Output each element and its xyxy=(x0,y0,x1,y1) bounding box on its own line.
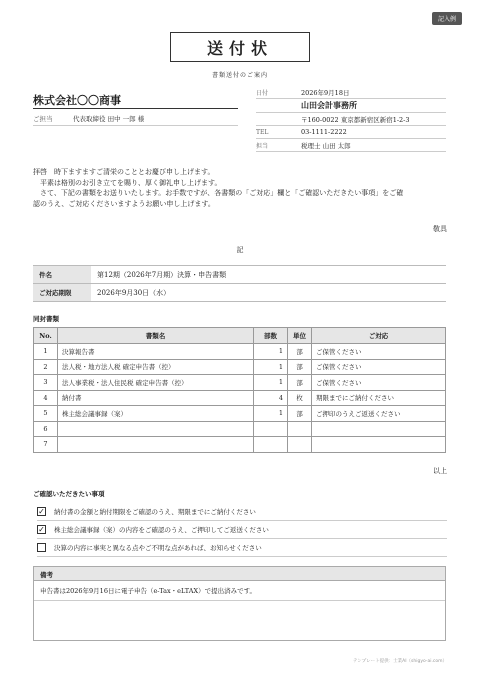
cell-no: 3 xyxy=(34,375,58,391)
cell-no: 5 xyxy=(34,406,58,422)
deadline-row xyxy=(33,284,446,302)
body-line: 拝啓 時下ますますご清栄のこととお慶び申し上げます。 xyxy=(33,168,215,176)
office-address: 〒160-0022 東京都新宿区新宿1-2-3 xyxy=(301,115,410,124)
title-box xyxy=(170,32,310,62)
cell-action: ご保管ください xyxy=(312,359,446,375)
checkbox[interactable]: ✓ xyxy=(38,506,45,516)
cell-unit xyxy=(288,437,312,453)
tel-value: 03-1111-2222 xyxy=(301,128,347,136)
sender-address-row xyxy=(256,113,446,126)
col-unit: 単位 xyxy=(288,328,312,344)
office-name: 山田会計事務所 xyxy=(301,100,357,110)
info-table xyxy=(33,265,446,302)
cell-qty: 1 xyxy=(254,344,288,360)
remarks-box xyxy=(33,566,446,641)
col-qty: 部数 xyxy=(254,328,288,344)
page-title: 送付状 xyxy=(206,38,273,58)
table-row xyxy=(34,359,446,375)
date-value: 2026年9月18日 xyxy=(301,88,350,97)
remarks-text: 申告書は2026年9月16日に電子申告（e-Tax・eLTAX）で提出済みです。 xyxy=(34,581,445,601)
check-item xyxy=(37,503,447,521)
page-subtitle: 書類送付のご案内 xyxy=(211,72,268,79)
contact-value: 代表取締役 田中 一郎 様 xyxy=(73,115,145,123)
check-section-label: ご確認いただきたい事項 xyxy=(33,490,105,498)
table-row xyxy=(34,375,446,391)
col-action: ご対応 xyxy=(312,328,446,344)
contact-label: ご担当 xyxy=(33,115,53,123)
cell-name: 納付書 xyxy=(58,390,254,406)
cell-qty xyxy=(254,421,288,437)
table-row xyxy=(34,390,446,406)
check-text: 決算の内容に事実と異なる点やご不明な点があれば、お知らせください xyxy=(54,544,262,552)
recipient-contact-row xyxy=(33,114,238,123)
cell-name xyxy=(58,437,254,453)
cell-action xyxy=(312,437,446,453)
table-row xyxy=(34,344,446,360)
table-row xyxy=(34,406,446,422)
letter-body xyxy=(33,167,453,209)
cell-no: 1 xyxy=(34,344,58,360)
sample-badge: 記入例 xyxy=(432,12,462,25)
docs-header-row xyxy=(34,328,446,344)
cell-no: 2 xyxy=(34,359,58,375)
col-no: No. xyxy=(34,328,58,344)
cell-qty: 4 xyxy=(254,390,288,406)
docs-table xyxy=(33,327,446,453)
cell-qty: 1 xyxy=(254,375,288,391)
divider xyxy=(33,108,238,109)
cell-unit xyxy=(288,421,312,437)
cell-no: 6 xyxy=(34,421,58,437)
closing-ijo: 以上 xyxy=(433,467,447,475)
cell-qty xyxy=(254,437,288,453)
deadline-label: ご対応期限 xyxy=(33,284,91,302)
ki-heading: 記 xyxy=(236,246,244,254)
cell-unit: 部 xyxy=(288,406,312,422)
cell-no: 7 xyxy=(34,437,58,453)
cell-name: 決算報告書 xyxy=(58,344,254,360)
cell-unit: 枚 xyxy=(288,390,312,406)
closing-keigu: 敬具 xyxy=(433,225,447,233)
cell-unit: 部 xyxy=(288,344,312,360)
body-line: 認のうえ、ご対応くださいますようお願い申し上げます。 xyxy=(33,199,215,208)
cell-action: ご押印のうえご返送ください xyxy=(312,406,446,422)
cell-action: ご保管ください xyxy=(312,344,446,360)
body-line: さて、下記の書類をお送りいたします。お手数ですが、各書類の「ご対応」欄と「ご確認いただきたい事項」をご確 xyxy=(33,189,404,197)
check-text: 株主総会議事録（案）の内容をご確認のうえ、ご押印してご返送ください xyxy=(54,526,269,534)
subject-row xyxy=(33,266,446,284)
cell-name: 株主総会議事録（案） xyxy=(58,406,254,422)
remarks-label: 備考 xyxy=(34,567,445,581)
table-row xyxy=(34,421,446,437)
cell-action: 期限までにご納付ください xyxy=(312,390,446,406)
checkbox[interactable]: ✓ xyxy=(38,524,45,534)
cell-action: ご保管ください xyxy=(312,375,446,391)
staff-value: 税理士 山田 太郎 xyxy=(301,141,351,150)
date-label: 日付 xyxy=(256,89,269,97)
docs-section-label: 同封書類 xyxy=(33,315,59,323)
sender-office-row xyxy=(256,99,446,113)
check-item xyxy=(37,521,447,539)
recipient-company: 株式会社〇〇商事 xyxy=(33,94,121,107)
cell-unit: 部 xyxy=(288,359,312,375)
subject-label: 件名 xyxy=(33,266,91,284)
sender-date-row xyxy=(256,86,446,99)
sender-staff-row xyxy=(256,139,446,152)
cell-name xyxy=(58,421,254,437)
subject-value: 第12期（2026年7月期）決算・申告書類 xyxy=(91,266,446,284)
footer-credit: テンプレート提供：士業AI（shigyo-ai.com） xyxy=(353,659,447,664)
cell-no: 4 xyxy=(34,390,58,406)
checkbox[interactable] xyxy=(37,543,46,552)
col-name: 書類名 xyxy=(58,328,254,344)
cell-unit: 部 xyxy=(288,375,312,391)
check-text: 納付書の金額と納付期限をご確認のうえ、期限までにご納付ください xyxy=(54,508,256,516)
cell-qty: 1 xyxy=(254,406,288,422)
check-item xyxy=(37,539,447,557)
sender-block xyxy=(256,86,446,152)
deadline-value: 2026年9月30日（水） xyxy=(91,284,446,302)
sender-tel-row xyxy=(256,126,446,139)
cell-name: 法人税・地方法人税 確定申告書（控） xyxy=(58,359,254,375)
cell-name: 法人事業税・法人住民税 確定申告書（控） xyxy=(58,375,254,391)
body-line: 平素は格別のお引き立てを賜り、厚く御礼申し上げます。 xyxy=(33,178,222,187)
divider xyxy=(33,125,238,126)
table-row xyxy=(34,437,446,453)
cell-qty: 1 xyxy=(254,359,288,375)
checklist xyxy=(37,503,447,557)
cell-action xyxy=(312,421,446,437)
tel-label: TEL xyxy=(256,128,269,136)
staff-label: 担当 xyxy=(256,142,269,150)
